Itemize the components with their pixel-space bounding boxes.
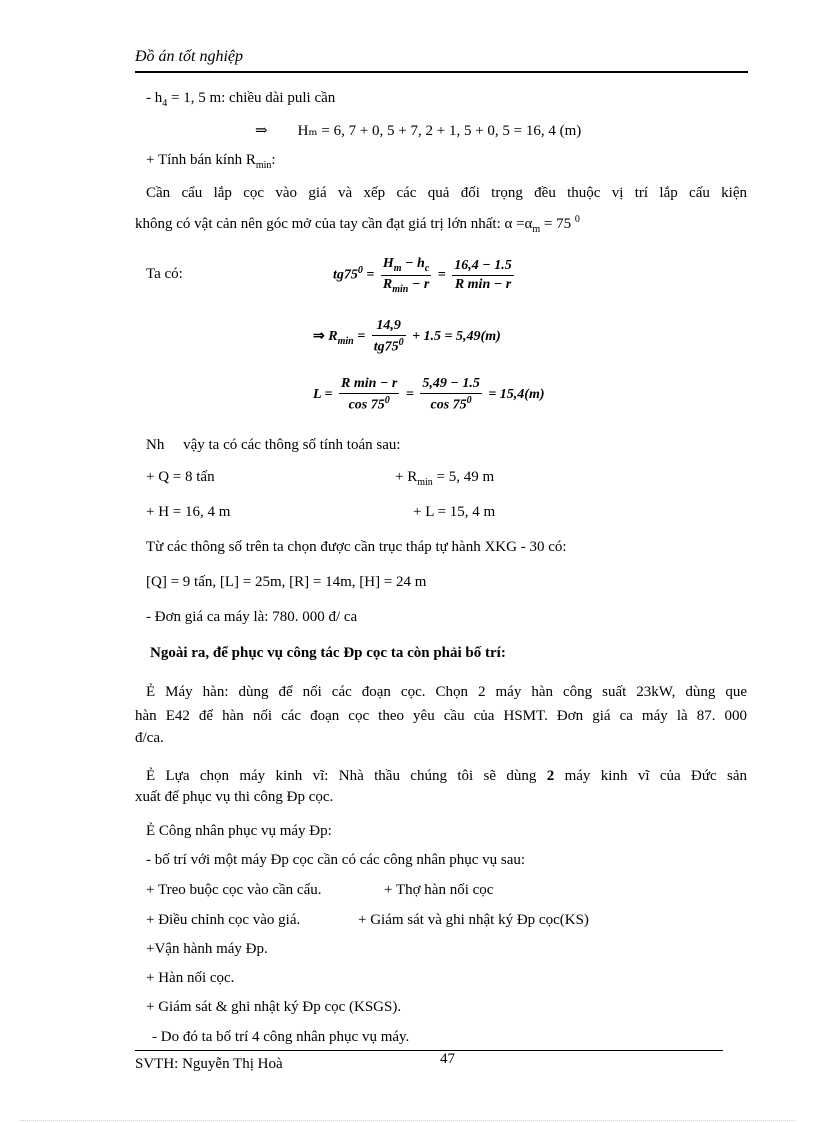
- formula-rmin: ⇒ $R_{min}$ = $\frac{14,9}{tg75^0}$ + 1.5 = 5,49(m): [313, 318, 501, 355]
- param-l: + L = 15, 4 m: [413, 504, 496, 520]
- paragraph-crane: Cần cẩu lắp cọc vào giá và xếp các quả đối trọng đều thuộc vị trí lắp cấu kiện: [146, 185, 747, 201]
- paragraph-crane-cont: không có vật cản nên góc mở của tay cần đạt giá trị lớn nhất: $\alpha =\alpha_m = 75$ $^0$: [135, 214, 580, 235]
- header-title: Đồ án tốt nghiệp: [135, 48, 243, 65]
- formula-l: L = $\frac{\text{R min − r}}{\cos 75^0}$ = $\frac{5,49 - 1.5}{\cos 75^0}$ = 15,4(m): [313, 376, 545, 413]
- param-h: + H = 16, 4 m: [146, 504, 231, 520]
- line-rmin-title: + Tính bán kính $R_{min}$:: [146, 152, 276, 171]
- worker-item-3: +Vận hành máy Đp.: [146, 941, 268, 957]
- line-hm: ⇒ Hₘ = 6, 7 + 0, 5 + 7, 2 + 1, 5 + 0, 5 = 16, 4 (m): [255, 123, 582, 139]
- worker-item-4: + Hàn nối cọc.: [146, 970, 235, 986]
- worker-item-1a: + Treo buộc cọc vào cần cẩu.: [146, 882, 322, 898]
- line-choose: Từ các thông số trên ta chọn được cần trục tháp tự hành XKG - 30 có:: [146, 539, 567, 555]
- worker-item-2a: + Điều chỉnh cọc vào giá.: [146, 912, 301, 928]
- line-nhu: Nh vậy ta có các thông số tính toán sau:: [146, 437, 401, 453]
- survey-line-1: Ẻ Lựa chọn máy kinh vĩ: Nhà thầu chúng tôi sẽ dùng 2 máy kinh vĩ của Đức sản: [146, 768, 748, 784]
- page-number: 47: [440, 1051, 455, 1067]
- weld-line-1: Ẻ Máy hàn: dùng để nối các đoạn cọc. Chọn 2 máy hàn công suất 23kW, dùng que: [146, 684, 747, 700]
- worker-summary: - Do đó ta bố trí 4 công nhân phục vụ máy.: [152, 1029, 410, 1045]
- worker-item-5: + Giám sát & ghi nhật ký Đp cọc (KSGS).: [146, 999, 402, 1015]
- weld-line-2: hàn E42 để hàn nối các đoạn cọc theo yêu cầu của HSMT. Đơn giá ca máy là 87. 000: [135, 708, 747, 724]
- section-heading: Ngoài ra, để phục vụ công tác Đp cọc ta còn phải bố trí:: [150, 645, 506, 661]
- workers-heading: Ẻ Công nhân phục vụ máy Đp:: [146, 823, 332, 839]
- workers-intro: - bố trí với một máy Đp cọc cần có các công nhân phục vụ sau:: [146, 852, 526, 868]
- line-specs: [Q] = 9 tấn, [L] = 25m, [R] = 14m, [H] = 24 m: [146, 574, 427, 590]
- header-rule: [135, 71, 748, 73]
- footer-author: SVTH: Nguyễn Thị Hoà: [135, 1056, 283, 1072]
- param-rmin: + $R_{min} = 5$, 49 m: [395, 469, 495, 488]
- worker-item-2b: + Giám sát và ghi nhật ký Đp cọc(KS): [358, 912, 589, 928]
- formula-tg75: $tg75^0$ = $\frac{H_m - h_c}{R_{min} - r}$ = $\frac{16,4 - 1.5}{\text{R min − r}}$: [333, 256, 512, 295]
- line-price: - Đơn giá ca máy là: 780. 000 đ/ ca: [146, 609, 358, 625]
- page-edge-dots: [20, 1120, 796, 1121]
- line-h4: - $h_4 = 1$, 5 m: chiều dài puli cần: [146, 90, 336, 109]
- taco-label: Ta có:: [146, 266, 183, 282]
- footer-rule: [135, 1050, 723, 1051]
- survey-line-2: xuất để phục vụ thi công Đp cọc.: [135, 789, 334, 805]
- worker-item-1b: + Thợ hàn nối cọc: [384, 882, 494, 898]
- weld-line-3: đ/ca.: [135, 730, 164, 746]
- param-q: + Q = 8 tấn: [146, 469, 215, 485]
